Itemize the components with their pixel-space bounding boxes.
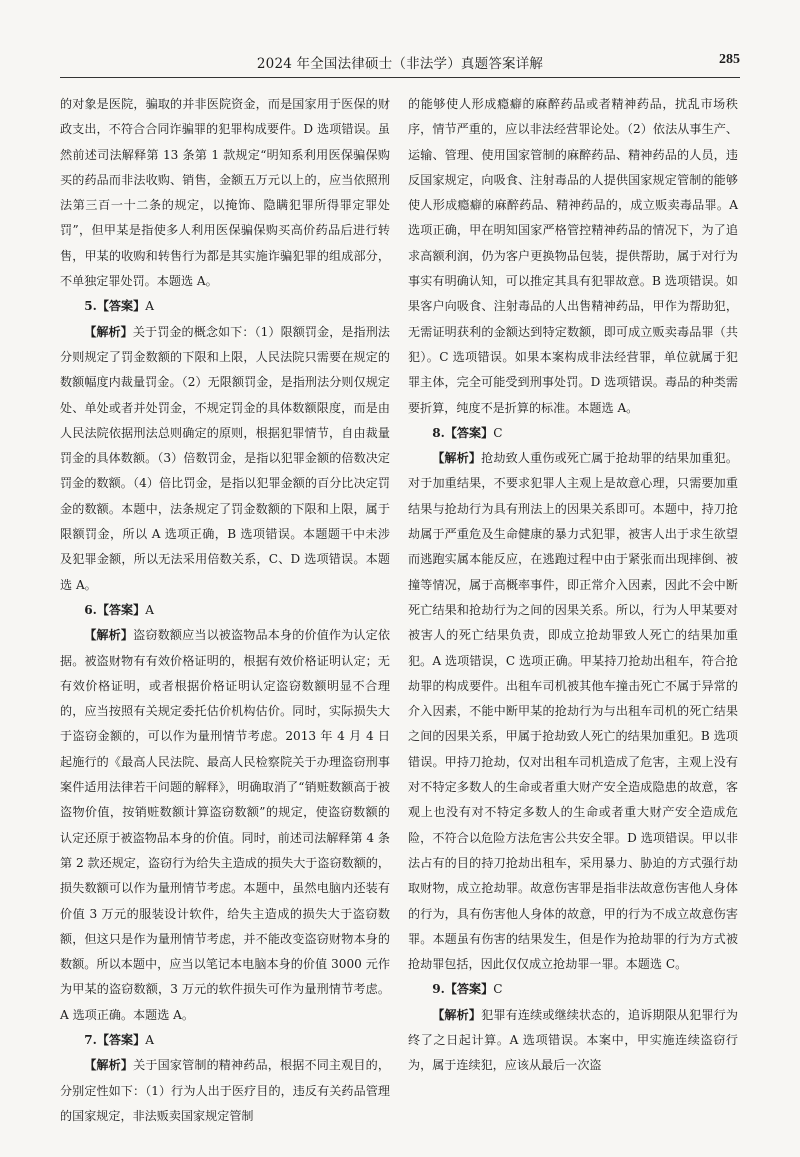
header-rule	[60, 77, 740, 78]
answer-line	[60, 294, 390, 319]
explanation-label: 【解析】	[432, 1007, 482, 1022]
answer-label: 7.【答案】	[84, 1032, 146, 1047]
explanation-text: 关于国家管制的精神药品，根据不同主观目的，分别定性如下：（1）行为人出于医疗目的，违反有关药品管理的国家规定，非法贩卖国家规定管制	[60, 1058, 390, 1123]
explanation-label: 【解析】	[432, 451, 482, 466]
answer-label: 5.【答案】	[84, 299, 146, 314]
answer-label: 9.【答案】	[432, 982, 494, 997]
right-column	[408, 92, 738, 1079]
page-number: 285	[719, 52, 740, 67]
paragraph-text: 的能够使人形成瘾癖的麻醉药品或者精神药品，扰乱市场秩序，情节严重的，应以非法经营罪论处。（2）依法从事生产、运输、管理、使用国家管制的麻醉药品、精神药品的人员，违反国家规定，向吸食、注射毒品的人提供国家规定管制的能够使人形成瘾癖的麻醉药品、精神药品的，成立贩卖毒品罪。A 选项正确，甲在明知国家严格管控精神药品的情况下，为了追求高额利润，仍为客户更换物品包装，提供帮助，属于对行为事实有明确认知，可以推定其具有犯罪故意。B 选项错误。如果客户向吸食、注射毒品的人出售精神药品，甲作为帮助犯，无需证明获利的金额达到特定数额，即可成立贩卖毒品罪（共犯）。C 选项错误。如果本案构成非法经营罪，单位就属于犯罪主体，完全可能受到刑事处罚。D 选项错误。毒品的种类需要折算，纯度不是折算的标准。本题选 A。	[408, 97, 738, 415]
paragraph	[60, 92, 390, 294]
answer-line	[408, 421, 738, 446]
explanation	[60, 1053, 390, 1129]
answer-label: 6.【答案】	[84, 602, 146, 617]
explanation	[408, 1003, 738, 1079]
explanation-text: 盗窃数额应当以被盗物品本身的价值作为认定依据。被盗财物有有效价格证明的，根据有效价格证明认定；无有效价格证明，或者根据价格证明认定盗窃数额明显不合理的，应当按照有关规定委托估价机构估价。同时，实际损失大于盗窃金额的，可以作为量刑情节考虑。2013 年 4 月 4 日起施行的《最高人民法院、最高人民检察院关于办理盗窃刑事案件适用法律若干问题的解释》，明确取消了“销赃数额高于被盗物价值，按销赃数额计算盗窃数额”的规定，使盗窃数额的认定还原于被盗物品本身的价值。同时，前述司法解释第 4 条第 2 款还规定，盗窃行为给失主造成的损失大于盗窃数额的，损失数额可以作为量刑情节考虑。本题中，虽然电脑内还装有价值 3 万元的服装设计软件，给失主造成的损失大于盗窃数额，但这只是作为量刑情节考虑，并不能改变盗窃财物本身的数额。所以本题中，应当以笔记本电脑本身的价值 3000 元作为甲某的盗窃数额，3 万元的软件损失可作为量刑情节考虑。A 选项正确。本题选 A。	[60, 628, 390, 1022]
header-title: 2024 年全国法律硕士（非法学）真题答案详解	[256, 56, 544, 72]
answer-choice: A	[145, 602, 154, 617]
explanation	[408, 446, 738, 977]
answer-choice: C	[493, 425, 503, 440]
paragraph-text: 的对象是医院，骗取的并非医院资金，而是国家用于医保的财政支出，不符合合同诈骗罪的犯罪构成要件。D 选项错误。虽然前述司法解释第 13 条第 1 款规定“明知系利用医保骗保购买的药品而非法收购、销售，金额五万元以上的，应当依照刑法第三百一十二条的规定，以掩饰、隐瞒犯罪所得罪定罪处罚”，但甲某是指使多人利用医保骗保购买高价药品后进行转售，甲某的收购和转售行为都是其实施诈骗犯罪的组成部分，不单独定罪处罚。本题选 A。	[60, 97, 390, 289]
answer-choice: A	[145, 299, 154, 314]
paragraph	[408, 92, 738, 421]
answer-choice: C	[493, 982, 503, 997]
answer-line	[60, 1028, 390, 1053]
explanation-label: 【解析】	[84, 628, 134, 643]
explanation-text: 犯罪有连续或继续状态的，追诉期限从犯罪行为终了之日起计算。A 选项错误。本案中，甲实施连续盗窃行为，属于连续犯，应该从最后一次盗	[408, 1007, 738, 1073]
explanation-text: 关于罚金的概念如下：（1）限额罚金，是指刑法分则规定了罚金数额的下限和上限，人民法院只需要在规定的数额幅度内裁量罚金。（2）无限额罚金，是指刑法分则仅规定处、单处或者并处罚金，不规定罚金的具体数额限度，而是由人民法院依据刑法总则确定的原则，根据犯罪情节，自由裁量罚金的具体数额。（3）倍数罚金，是指以犯罪金额的倍数决定罚金的数额。（4）倍比罚金，是指以犯罪金额的百分比决定罚金的数额。本题中，法条规定了罚金数额的下限和上限，属于限额罚金，所以 A 选项正确，B 选项错误。本题题干中未涉及犯罪金额，所以无法采用倍数关系，C、D 选项错误。本题选 A。	[60, 324, 390, 592]
running-header	[60, 52, 740, 74]
explanation-label: 【解析】	[84, 1058, 134, 1073]
left-column	[60, 92, 390, 1129]
explanation	[60, 623, 390, 1028]
explanation-text: 抢劫致人重伤或死亡属于抢劫罪的结果加重犯。对于加重结果，不要求犯罪人主观上是故意心理，只需要加重结果与抢劫行为具有刑法上的因果关系即可。本题中，持刀抢劫属于严重危及生命健康的暴力式犯罪，被害人出于求生欲望而逃跑实属本能反应，在逃跑过程中由于紧张而出现摔倒、被撞等情况，属于高概率事件，即正常介入因素，因此不会中断死亡结果和抢劫行为之间的因果关系。所以，行为人甲某要对被害人的死亡结果负责，即成立抢劫罪致人死亡的结果加重犯。A 选项错误，C 选项正确。甲某持刀抢劫出租车，符合抢劫罪的构成要件。出租车司机被其他车撞击死亡不属于异常的介入因素，不能中断甲某的抢劫行为与出租车司机的死亡结果之间的因果关系，甲属于抢劫致人死亡的结果加重犯。B 选项错误。甲持刀抢劫，仅对出租车司机造成了危害，主观上没有对不特定多数人的生命或者重大财产安全造成隐患的故意，客观上也没有对不特定多数人的生命或者重大财产安全造成危险，不符合以危险方法危害公共安全罪。D 选项错误。甲以非法占有的目的持刀抢劫出租车，采用暴力、胁迫的方式强行劫取财物，成立抢劫罪。故意伤害罪是指非法故意伤害他人身体的行为，具有伤害他人身体的故意，甲的行为不成立故意伤害罪。本题虽有伤害的结果发生，但是作为抢劫罪的行为方式被抢劫罪包括，因此仅仅成立抢劫罪一罪。本题选 C。	[408, 451, 738, 972]
answer-choice: A	[145, 1032, 154, 1047]
explanation	[60, 320, 390, 598]
explanation-label: 【解析】	[84, 324, 133, 339]
answer-label: 8.【答案】	[432, 425, 494, 440]
answer-line	[408, 977, 738, 1002]
answer-line	[60, 598, 390, 623]
